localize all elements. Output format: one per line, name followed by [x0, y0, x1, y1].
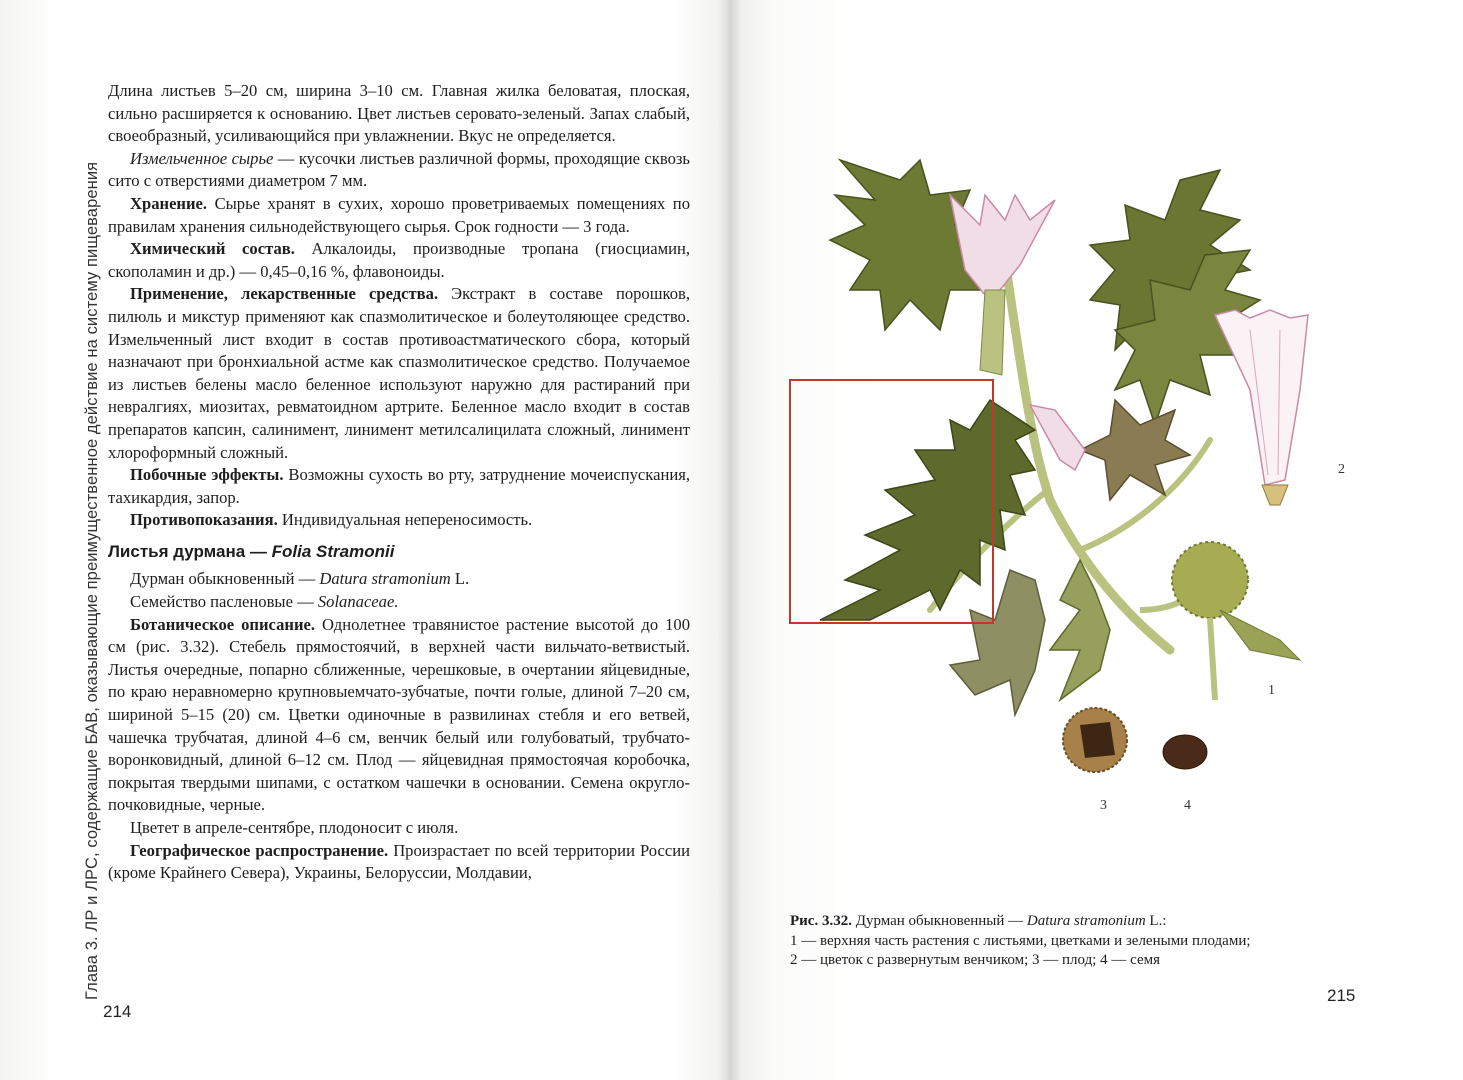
- chemistry-text: Алкалоиды, производные тропана (гиосциамин, скополамин и др.) — 0,45–0,16 %, флавоноиды.: [108, 239, 690, 281]
- family-ru: Семейство пасленовые —: [130, 592, 318, 612]
- paragraph-botanical: [108, 614, 690, 817]
- contraindications-label: Противопоказания.: [130, 510, 278, 530]
- storage-label: Хранение.: [130, 193, 208, 213]
- caption-line-2: 1 — верхняя часть растения с листьями, цветками и зелеными плодами;: [790, 932, 1251, 949]
- book-gutter: [718, 0, 742, 1080]
- paragraph-contraindications: [108, 509, 690, 532]
- fruit-stalk: [1210, 618, 1215, 700]
- paragraph-side-effects: [108, 464, 690, 509]
- paragraph-application: [108, 283, 690, 464]
- botanical-text: Однолетнее травянистое растение высотой до 100 см (рис. 3.32). Стебель прямостоячий, в верхней части вильчато-ветвистый. Листья очередные, попарно сближенные, черешковые, в очертании яйцевидные, по краю неравномерно крупновыемчато-зубчатые, почти голые, длиной 7–20 см, шириной 5–15 (20) см. Цветки одиночные в развилинах стебля и его ветвей, чашечка трубчатая, длиной 4–6 см, венчик белый или голубоватый, трубчато-воронковидный, длиной 6–12 см. Плод — яйцевидная прямостоячая коробочка, покрытая твердыми шипами, с остатком чашечки в основании. Семена округло-почковидные, черные.: [108, 614, 690, 815]
- contraindications-text: Индивидуальная непереносимость.: [277, 510, 533, 530]
- chemistry-label: Химический состав.: [130, 239, 295, 259]
- seed: [1163, 735, 1207, 769]
- figure-label-2: 2: [1338, 462, 1345, 477]
- side-effects-label: Побочные эффекты.: [130, 465, 284, 485]
- figure-label-4: 4: [1184, 798, 1191, 813]
- corolla-base: [1262, 485, 1288, 505]
- datura-illustration: [780, 140, 1400, 840]
- leaf-bottom-left: [950, 570, 1045, 715]
- paragraph-geography: [108, 840, 690, 885]
- flower-calyx-top: [980, 290, 1005, 375]
- section-title-latin: Folia Stramonii: [271, 541, 395, 561]
- plant-author: L.: [450, 569, 470, 589]
- leaf-size-text: Длина листьев 5–20 см, ширина 3–10 см. Главная жилка беловатая, плоская, сильно расширяется к основанию. Цвет листьев серовато-зеленый. Запах слабый, своеобразный, усиливающийся при увлажнении. Вкус не определяется.: [108, 81, 690, 146]
- section-title: [108, 541, 690, 564]
- leaf-boxed: [820, 400, 1035, 620]
- paragraph-bloom: [108, 817, 690, 840]
- figure-label-1: 1: [1268, 683, 1275, 698]
- figure-label-3: 3: [1100, 798, 1107, 813]
- plant-name-latin: Datura stramonium: [319, 569, 451, 589]
- paragraph-plant-name: [108, 568, 690, 591]
- opened-corolla: [1215, 310, 1308, 485]
- caption-figure-number: Рис. 3.32.: [790, 913, 852, 929]
- fruit-leaf: [1220, 610, 1300, 660]
- caption-author: L.:: [1145, 913, 1167, 929]
- page-number-left: 214: [103, 1002, 132, 1021]
- paragraph-family: [108, 591, 690, 614]
- geography-text: Произрастает по всей территории России (кроме Крайнего Севера), Украины, Белоруссии, Молдавии,: [108, 840, 690, 883]
- caption-line-1: [790, 912, 1350, 932]
- bloom-text: Цветет в апреле-сентябре, плодоносит с июля.: [130, 818, 459, 837]
- caption-title: Дурман обыкновенный —: [851, 913, 1027, 929]
- geography-label: Географическое распространение.: [130, 840, 389, 860]
- application-label: Применение, лекарственные средства.: [130, 284, 439, 304]
- botanical-label: Ботаническое описание.: [130, 614, 316, 634]
- figure-caption: [790, 912, 1350, 971]
- caption-line-3: 2 — цветок с развернутым венчиком; 3 — плод; 4 — семя: [790, 952, 1161, 968]
- side-effects-text: Возможны сухость во рту, затруднение мочеиспускания, тахикардия, запор.: [108, 465, 690, 507]
- section-title-ru: Листья дурмана —: [108, 541, 272, 561]
- caption-latin: Datura stramonium: [1026, 913, 1146, 929]
- raw-material-label: Измельченное сырье: [130, 148, 274, 168]
- paragraph-leaf-description: [108, 80, 690, 148]
- running-head: Глава 3. ЛР и ЛРС, содержащие БАВ, оказывающие преимущественное действие на систему пищеварения: [83, 161, 101, 1000]
- raw-material-text: — кусочки листьев различной формы, проходящие сквозь сито с отверстиями диаметром 7 мм.: [108, 148, 690, 191]
- application-text: Экстракт в составе порошков, пилюль и микстур применяют как спазмолитическое и болеутоляющее средство. Измельченный лист входит в состав противоастматического сбора, который назначают при бронхиальной астме как спазмолитическое средство. Получаемое из листьев белены масло беленное используют наружно для растираний при невралгиях, миозитах, ревматоидном артрите. Беленное масло входит в состав препаратов капсин, салинимент, линимент метилсалицилата сложный, линимент хлороформный сложный.: [108, 284, 690, 462]
- spiny-fruit: [1172, 542, 1248, 618]
- family-latin: Solanaceae.: [317, 592, 399, 612]
- open-fruit-interior: [1080, 722, 1115, 758]
- paragraph-storage: [108, 193, 690, 238]
- plant-name-ru: Дурман обыкновенный —: [130, 569, 320, 589]
- paragraph-chemistry: [108, 238, 690, 283]
- storage-text: Сырье хранят в сухих, хорошо проветриваемых помещениях по правилам хранения сильнодействующего сырья. Срок годности — 3 года.: [108, 193, 690, 236]
- left-text-column: [108, 80, 690, 885]
- paragraph-raw-material: [108, 148, 690, 193]
- page-number-right: 215: [1327, 986, 1356, 1005]
